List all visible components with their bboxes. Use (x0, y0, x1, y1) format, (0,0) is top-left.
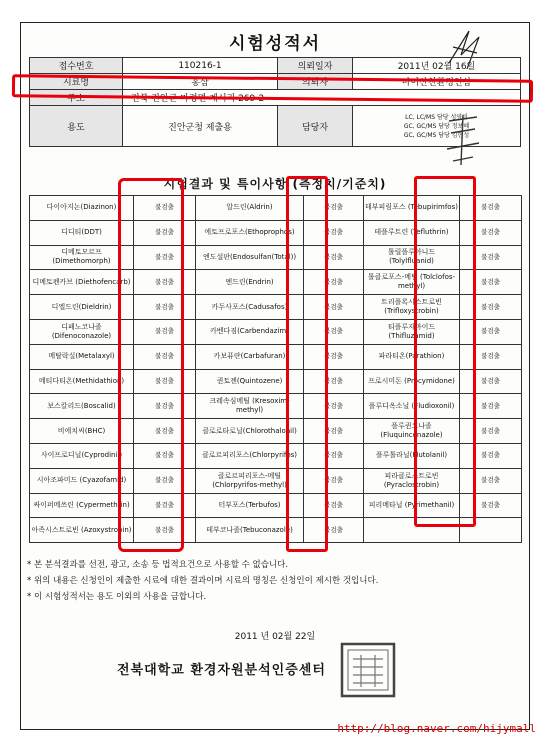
compound-name-cell: 퀸토젠(Quintozene) (196, 369, 304, 394)
result-value-cell: 불검출 (134, 220, 196, 245)
result-value-cell: 불검출 (134, 245, 196, 270)
compound-name-cell: 톨릴플루아니드 (Tolylfluanid) (364, 245, 460, 270)
result-value-cell: 불검출 (134, 419, 196, 444)
result-value-cell: 불검출 (134, 196, 196, 221)
result-value-cell: 불검출 (304, 196, 364, 221)
compound-name-cell: 디메토펜카브 (Diethofencarb) (30, 270, 134, 295)
result-value-cell: 불검출 (304, 419, 364, 444)
compound-name-cell: 클로르피리포스(Chlorpyrifos) (196, 443, 304, 468)
compound-name-cell: 다이아지논(Diazinon) (30, 196, 134, 221)
compound-name-cell: 메티다티온(Methidathion) (30, 369, 134, 394)
issue-date: 2011 년 02월 22일 (234, 632, 316, 642)
result-value-cell: 불검출 (304, 245, 364, 270)
compound-name-cell: 플루퀸코나졸 (Fluquinconazole) (364, 419, 460, 444)
result-value-cell: 불검출 (134, 344, 196, 369)
result-value-cell: 불검출 (304, 270, 364, 295)
result-value-cell: 불검출 (304, 369, 364, 394)
compound-name-cell: 시아조파미드 (Cyazofamid) (30, 468, 134, 493)
compound-name-cell: 테부코나졸(Tebuconazole) (196, 518, 304, 543)
compound-name-cell: 톨클로포스-메틸 (Tolclofos-methyl) (364, 270, 460, 295)
result-value-cell: 불검출 (304, 468, 364, 493)
compound-name-cell: 피라클로스트로빈 (Pyraclostrobin) (364, 468, 460, 493)
result-value-cell: 불검출 (460, 419, 522, 444)
result-value-cell: 불검출 (460, 220, 522, 245)
compound-name-cell: 플루디옥소닐 (Fludioxonil) (364, 394, 460, 419)
request-date-value: 2011년 02월 16일 (353, 58, 521, 74)
result-value-cell: 불검출 (134, 468, 196, 493)
manager-list (353, 106, 521, 147)
result-value-cell: 불검출 (134, 319, 196, 344)
receipt-no-value: 110216-1 (123, 58, 278, 74)
result-value-cell: 불검출 (460, 270, 522, 295)
result-value-cell: 불검출 (304, 344, 364, 369)
compound-name-cell: 트리플록시스트로빈 (Trifloxystrobin) (364, 295, 460, 320)
compound-name-cell: 메탈락실(Metalaxyl) (30, 344, 134, 369)
compound-name-cell: 크레속심메틸 (Kresoxim-methyl) (196, 394, 304, 419)
compound-name-cell: 터부포스(Terbufos) (196, 493, 304, 518)
compound-name-cell: 엔도설판(Endosulfan(Total)) (196, 245, 304, 270)
result-value-cell: 불검출 (134, 369, 196, 394)
manager-line: GC, GC/MS 담당 김현성 (403, 131, 470, 139)
result-value-cell: 불검출 (304, 319, 364, 344)
compound-name-cell: 파라티온(Parathion) (364, 344, 460, 369)
result-value-cell: 불검출 (304, 394, 364, 419)
note-item: * 본 분석결과를 선전, 광고, 소송 등 법적요건으로 사용할 수 없습니다. (27, 560, 289, 570)
result-value-cell: 불검출 (304, 443, 364, 468)
watermark-url: http://blog.naver.com/hijymall (337, 722, 536, 735)
receipt-no-label: 접수번호 (30, 58, 123, 74)
manager-label: 담당자 (278, 106, 353, 147)
compound-name-cell: 프로시미돈 (Procymidone) (364, 369, 460, 394)
manager-line: GC, GC/MS 담당 정보혜 (403, 122, 470, 130)
compound-name-cell: 알드린(Aldrin) (196, 196, 304, 221)
result-value-cell: 불검출 (304, 220, 364, 245)
result-value-cell: 불검출 (304, 493, 364, 518)
result-value-cell: 불검출 (460, 295, 522, 320)
result-value-cell: 불검출 (460, 319, 522, 344)
official-stamp (339, 641, 397, 699)
compound-name-cell: 엔드린(Endrin) (196, 270, 304, 295)
organization-name: 전북대학교 환경자원분석인증센터 (117, 663, 326, 678)
sample-name-label: 시료명 (30, 74, 123, 90)
compound-name-cell: 비에치씨(BHC) (30, 419, 134, 444)
result-value-cell: 불검출 (460, 493, 522, 518)
result-value-cell: 불검출 (460, 196, 522, 221)
compound-name-cell: 테부피림포스 (Tebupirimfos) (364, 196, 460, 221)
compound-name-cell: 티플루자마이드 (Thifluzamid) (364, 319, 460, 344)
result-value-cell: 불검출 (460, 369, 522, 394)
result-value-cell: 불검출 (460, 344, 522, 369)
compound-name-cell: 카벤다짐(Carbendazim) (196, 319, 304, 344)
result-value-cell: 불검출 (134, 443, 196, 468)
compound-name-cell: 플루톨라닐(Flutolanil) (364, 443, 460, 468)
compound-name-cell: 카보퓨란(Carbafuran) (196, 344, 304, 369)
compound-name-cell: 아족시스트로빈 (Azoxystrobin) (30, 518, 134, 543)
compound-name-cell: 사이프로디닐(Cyprodinil) (30, 443, 134, 468)
result-value-cell: 불검출 (134, 270, 196, 295)
notes-list (27, 557, 378, 605)
request-date-label: 의뢰일자 (278, 58, 353, 74)
result-value-cell: 불검출 (134, 518, 196, 543)
result-value-cell: 불검출 (460, 245, 522, 270)
manager-line: LC, LC/MS 담당 성영미 (405, 113, 468, 121)
result-value-cell: 불검출 (460, 394, 522, 419)
result-value-cell: 불검출 (460, 443, 522, 468)
compound-name-cell: 테플루트린 (Tefluthrin) (364, 220, 460, 245)
result-value-cell: 불검출 (304, 295, 364, 320)
compound-name-cell: 에토프로포스(Ethoprophos) (196, 220, 304, 245)
compound-name-cell: 디디티(DDT) (30, 220, 134, 245)
compound-name-cell: 싸이퍼메쓰린 (Cypermethrin) (30, 493, 134, 518)
compound-name-cell: 디엘드린(Dieldrin) (30, 295, 134, 320)
address-value: 전북 진안군 마령면 계서리 269-2 (123, 90, 521, 106)
signature-seal (443, 113, 483, 169)
purpose-value: 진안군청 제출용 (123, 106, 278, 147)
page-title: 시험성적서 (228, 34, 322, 54)
note-item: * 이 시험성적서는 용도 이외의 사용을 금합니다. (27, 592, 207, 602)
compound-name-cell: 피리메타닐 (Pyrimethanil) (364, 493, 460, 518)
compound-name-cell: 디페노코나졸 (Difenoconazole) (30, 319, 134, 344)
client-label: 의뢰자 (278, 74, 353, 90)
client-value: 마이산친환경인삼 (353, 74, 521, 90)
highlight-result-column-3 (414, 176, 476, 527)
purpose-label: 용도 (30, 106, 123, 147)
compound-name-cell: 디메토모르프 (Dimethomorph) (30, 245, 134, 270)
result-value-cell: 불검출 (134, 295, 196, 320)
result-value-cell: 불검출 (134, 493, 196, 518)
compound-name-cell: 카두사포스(Cadusafos) (196, 295, 304, 320)
sample-name-value: 홍삼 (123, 74, 278, 90)
highlight-result-column-1 (118, 178, 184, 552)
compound-name-cell: 클로르피리포스-메틸 (Chlorpyrifos-methyl) (196, 468, 304, 493)
results-section-title: 시험결과 및 특이사항 (측정치/기준치) (163, 177, 387, 191)
address-label: 주소 (30, 90, 123, 106)
compound-name-cell: 클로로타로닐(Chlorothalonil) (196, 419, 304, 444)
compound-name-cell: 보스칼리드(Boscalid) (30, 394, 134, 419)
highlight-result-column-2 (286, 176, 328, 552)
note-item: * 위의 내용은 신청인이 제출한 시료에 대한 결과이며 시료의 명칭은 신청인이 제시한 것입니다. (27, 576, 379, 586)
result-value-cell: 불검출 (134, 394, 196, 419)
result-value-cell: 불검출 (460, 468, 522, 493)
result-value-cell: 불검출 (304, 518, 364, 543)
